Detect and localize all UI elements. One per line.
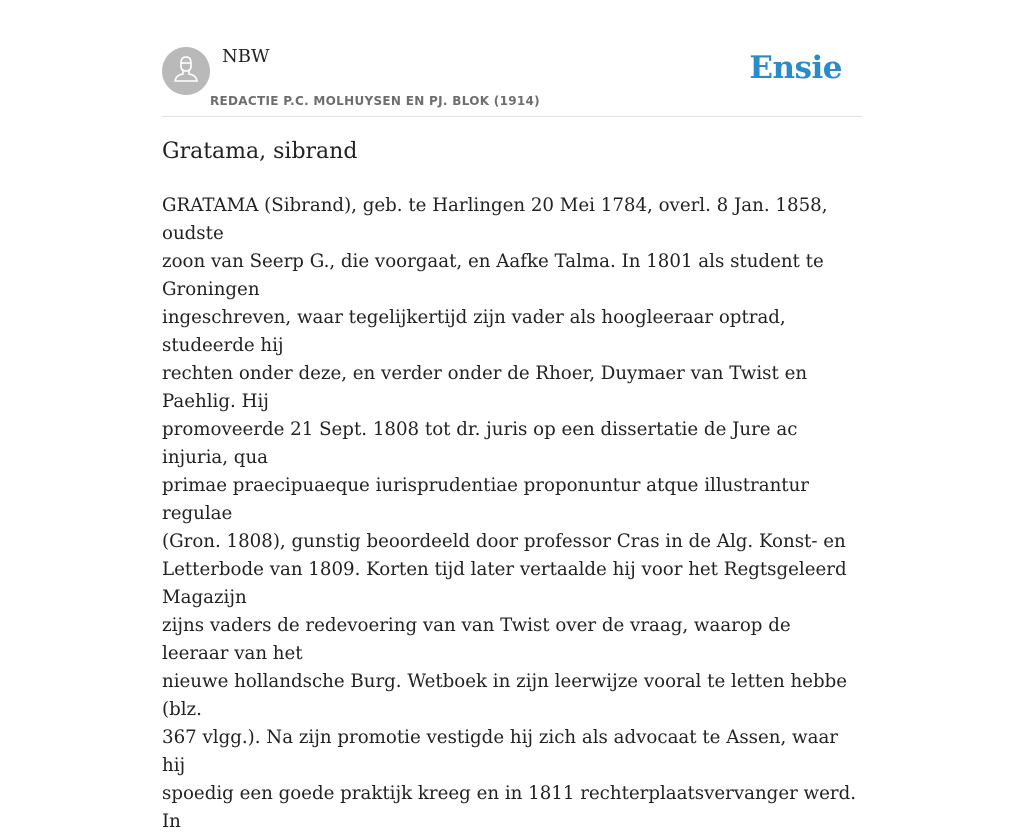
article-line: zijns vaders de redevoering van van Twist over de vraag, waarop de leeraar van het bbox=[162, 615, 791, 664]
article-line: zoon van Seerp G., die voorgaat, en Aafke Talma. In 1801 als student te Groningen bbox=[162, 251, 824, 300]
article-line: primae praecipuaeque iurisprudentiae proponuntur atque illustrantur regulae bbox=[162, 475, 809, 524]
article-body bbox=[162, 192, 862, 836]
article-line: Letterbode van 1809. Korten tijd later vertaalde hij voor het Regtsgeleerd Magazijn bbox=[162, 559, 847, 608]
article-line: promoveerde 21 Sept. 1808 tot dr. juris op een dissertatie de Jure ac injuria, qua bbox=[162, 419, 798, 468]
article-line: ingeschreven, waar tegelijkertijd zijn vader als hoogleeraar optrad, studeerde hij bbox=[162, 307, 786, 356]
article-line: spoedig een goede praktijk kreeg en in 1811 rechterplaatsvervanger werd. In bbox=[162, 783, 857, 832]
article-line: rechten onder deze, en verder onder de Rhoer, Duymaer van Twist en Paehlig. Hij bbox=[162, 363, 808, 412]
article-line: nieuwe hollandsche Burg. Wetboek in zijn leerwijze vooral te letten hebbe (blz. bbox=[162, 671, 847, 720]
article-line: GRATAMA (Sibrand), geb. te Harlingen 20 Mei 1784, overl. 8 Jan. 1858, oudste bbox=[162, 195, 828, 244]
article-title: Gratama, sibrand bbox=[162, 139, 358, 164]
article-line: (Gron. 1808), gunstig beoordeeld door professor Cras in de Alg. Konst- en bbox=[162, 531, 846, 552]
header bbox=[162, 0, 862, 117]
person-icon bbox=[173, 54, 199, 89]
article-line: 367 vlgg.). Na zijn promotie vestigde hij zich als advocaat te Assen, waar hij bbox=[162, 727, 838, 776]
brand-logo[interactable]: Ensie bbox=[749, 50, 842, 86]
author-subtitle: REDACTIE P.C. MOLHUYSEN EN PJ. BLOK (1914) bbox=[210, 94, 540, 108]
avatar[interactable] bbox=[162, 47, 210, 95]
content bbox=[162, 0, 862, 832]
author-name[interactable]: NBW bbox=[222, 46, 270, 67]
